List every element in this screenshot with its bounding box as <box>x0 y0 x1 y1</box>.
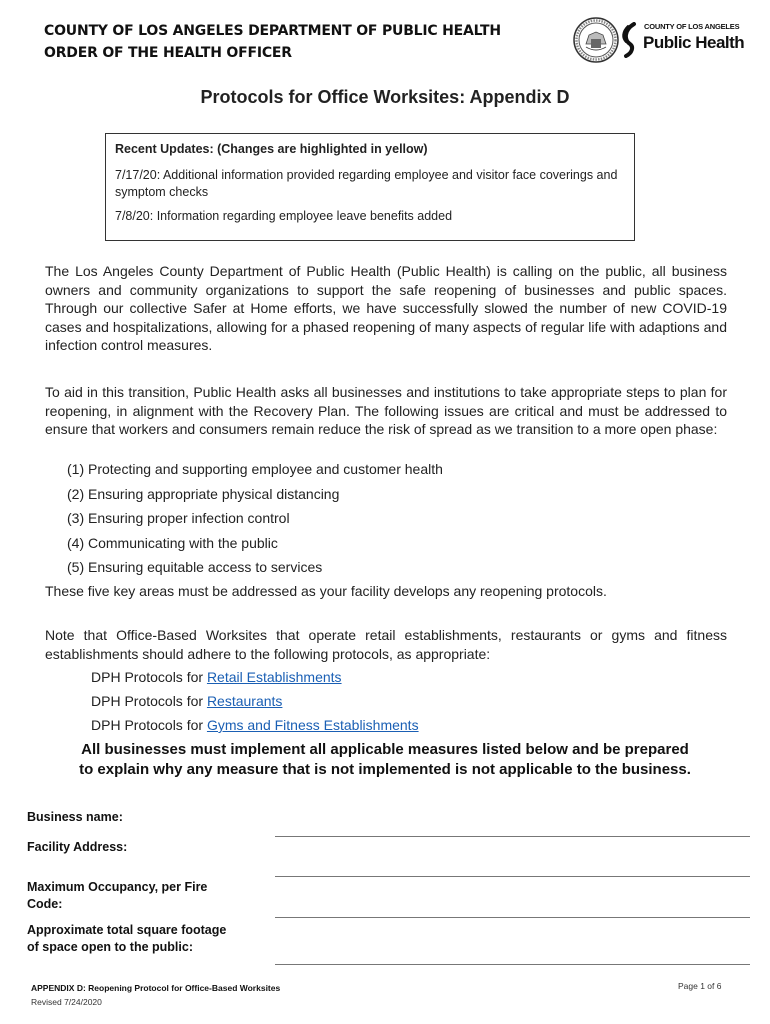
transition-paragraph: To aid in this transition, Public Health asks all businesses and institutions to take appropriate steps to plan for reopening, in alignment with the Recovery Plan. The following issues are critical and must be addressed to ensure that workers and consumers remain reduce the risk of spread as we transition to a more open phase: <box>45 384 727 437</box>
square-footage-label <box>27 922 226 956</box>
county-seal-icon <box>573 17 619 63</box>
business-name-label: Business name: <box>27 810 123 824</box>
retail-establishments-link[interactable]: Retail Establishments <box>206 669 342 685</box>
max-occupancy-field[interactable] <box>275 917 750 918</box>
square-footage-label-line2: of space open to the public: <box>27 940 193 954</box>
brand-large-text: Public Health <box>643 33 745 52</box>
link-prefix: DPH Protocols for <box>91 693 207 709</box>
update-item: 7/8/20: Information regarding employee leave benefits added <box>115 209 453 223</box>
footer-revised-date: Revised 7/24/2020 <box>31 997 102 1007</box>
implementation-notice <box>0 740 770 780</box>
list-item: (3) Ensuring proper infection control <box>67 510 290 526</box>
list-item: (1) Protecting and supporting employee and customer health <box>67 461 443 477</box>
document-title: Protocols for Office Worksites: Appendix D <box>200 87 570 107</box>
facility-address-label: Facility Address: <box>27 840 128 854</box>
gyms-fitness-link[interactable]: Gyms and Fitness Establishments <box>206 717 419 733</box>
header-text <box>44 20 501 64</box>
notice-line-2: to explain why any measure that is not implemented is not applicable to the business. <box>79 761 691 778</box>
square-footage-field[interactable] <box>275 964 750 965</box>
key-areas-list <box>67 459 443 582</box>
list-item: (2) Ensuring appropriate physical distancing <box>67 485 340 502</box>
footer-doc-title: APPENDIX D: Reopening Protocol for Office-Based Worksites <box>31 983 281 993</box>
notice-line-1: All businesses must implement all applicable measures listed below and be prepared <box>81 741 689 758</box>
header-line-2: ORDER OF THE HEALTH OFFICER <box>44 45 292 61</box>
footer-document-info <box>31 981 280 1009</box>
business-name-field[interactable] <box>275 836 750 837</box>
max-occupancy-label-line1: Maximum Occupancy, per Fire <box>27 880 208 894</box>
protocol-link-row <box>91 715 419 739</box>
public-health-mark-icon <box>620 22 640 58</box>
office-worksites-note: Note that Office-Based Worksites that operate retail establishments, restaurants or gyms and fitness establishments should adhere to the following protocols, as appropriate: <box>45 627 727 662</box>
header-line-1: COUNTY OF LOS ANGELES DEPARTMENT OF PUBLIC HEALTH <box>44 23 501 39</box>
link-prefix: DPH Protocols for <box>91 669 207 685</box>
square-footage-label-line1: Approximate total square footage <box>27 923 227 937</box>
key-areas-summary: These five key areas must be addressed as your facility develops any reopening protocols. <box>45 583 607 599</box>
facility-address-field[interactable] <box>275 876 750 877</box>
brand-small-text: COUNTY OF LOS ANGELES <box>644 22 740 31</box>
max-occupancy-label <box>27 879 207 913</box>
list-item: (5) Ensuring equitable access to services <box>67 559 323 575</box>
protocol-link-row <box>91 691 419 715</box>
footer-page-number: Page 1 of 6 <box>678 981 722 991</box>
max-occupancy-label-line2: Code: <box>27 897 63 911</box>
protocol-links <box>91 667 419 739</box>
list-item: (4) Communicating with the public <box>67 534 278 551</box>
update-item: 7/17/20: Additional information provided regarding employee and visitor face coverings and symptom checks <box>115 168 618 199</box>
recent-updates-box <box>105 133 635 241</box>
restaurants-link[interactable]: Restaurants <box>206 693 283 709</box>
public-health-logo <box>620 20 745 60</box>
link-prefix: DPH Protocols for <box>91 717 207 733</box>
intro-paragraph: The Los Angeles County Department of Public Health (Public Health) is calling on the public, all business owners and community organizations to support the safe reopening of businesses and public spaces. Through our collective Safer at Home efforts, we have successfully slowed the number of new COVID-19 cases and hospitalizations, allowing for a phased reopening of many aspects of regular life with adaptions and infection control measures. <box>45 263 727 353</box>
protocol-link-row <box>91 667 419 691</box>
updates-heading: Recent Updates: (Changes are highlighted in yellow) <box>115 142 428 156</box>
